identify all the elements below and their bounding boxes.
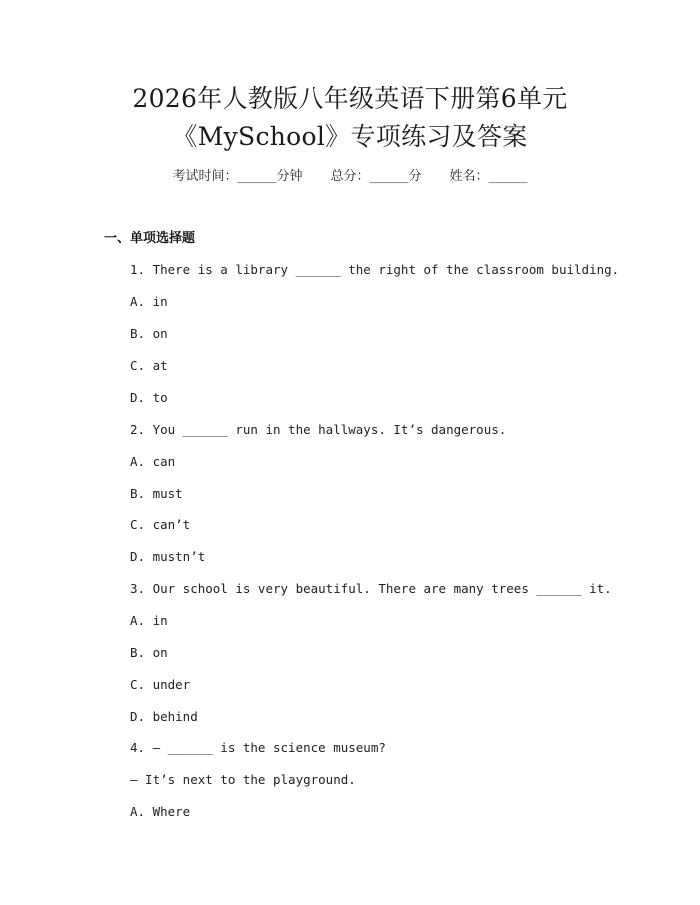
q4-dialog-answer: — It’s next to the playground. — [130, 772, 356, 787]
q1-option-b: B. on — [130, 326, 168, 341]
question-2: 2. You ______ run in the hallways. It’s dangerous. — [130, 422, 507, 437]
q1-option-c: C. at — [130, 358, 168, 373]
section-title: 一、单项选择题 — [104, 231, 196, 246]
doc-title-line2: 《MySchool》专项练习及答案 — [172, 122, 528, 151]
q3-option-c: C. under — [130, 677, 191, 692]
q4-option-a: A. Where — [130, 804, 191, 819]
question-4: 4. — ______ is the science museum? — [130, 740, 386, 755]
question-1: 1. There is a library ______ the right of the classroom building. — [130, 262, 620, 277]
student-name-field: 姓名：______ — [449, 169, 528, 184]
q3-option-b: B. on — [130, 645, 168, 660]
q2-option-c: C. can’t — [130, 517, 191, 532]
q3-option-d: D. behind — [130, 709, 198, 724]
exam-score-field: 总分：______分 — [330, 169, 422, 184]
exam-time-field: 考试时间：______分钟 — [172, 169, 303, 184]
doc-title-line1: 2026年人教版八年级英语下册第6单元 — [132, 84, 568, 113]
exam-meta — [0, 168, 700, 186]
q3-option-a: A. in — [130, 613, 168, 628]
q2-option-d: D. mustn’t — [130, 549, 206, 564]
question-3: 3. Our school is very beautiful. There are many trees ______ it. — [130, 581, 612, 596]
q1-option-a: A. in — [130, 294, 168, 309]
q1-option-d: D. to — [130, 390, 168, 405]
q2-option-b: B. must — [130, 486, 183, 501]
q2-option-a: A. can — [130, 454, 176, 469]
